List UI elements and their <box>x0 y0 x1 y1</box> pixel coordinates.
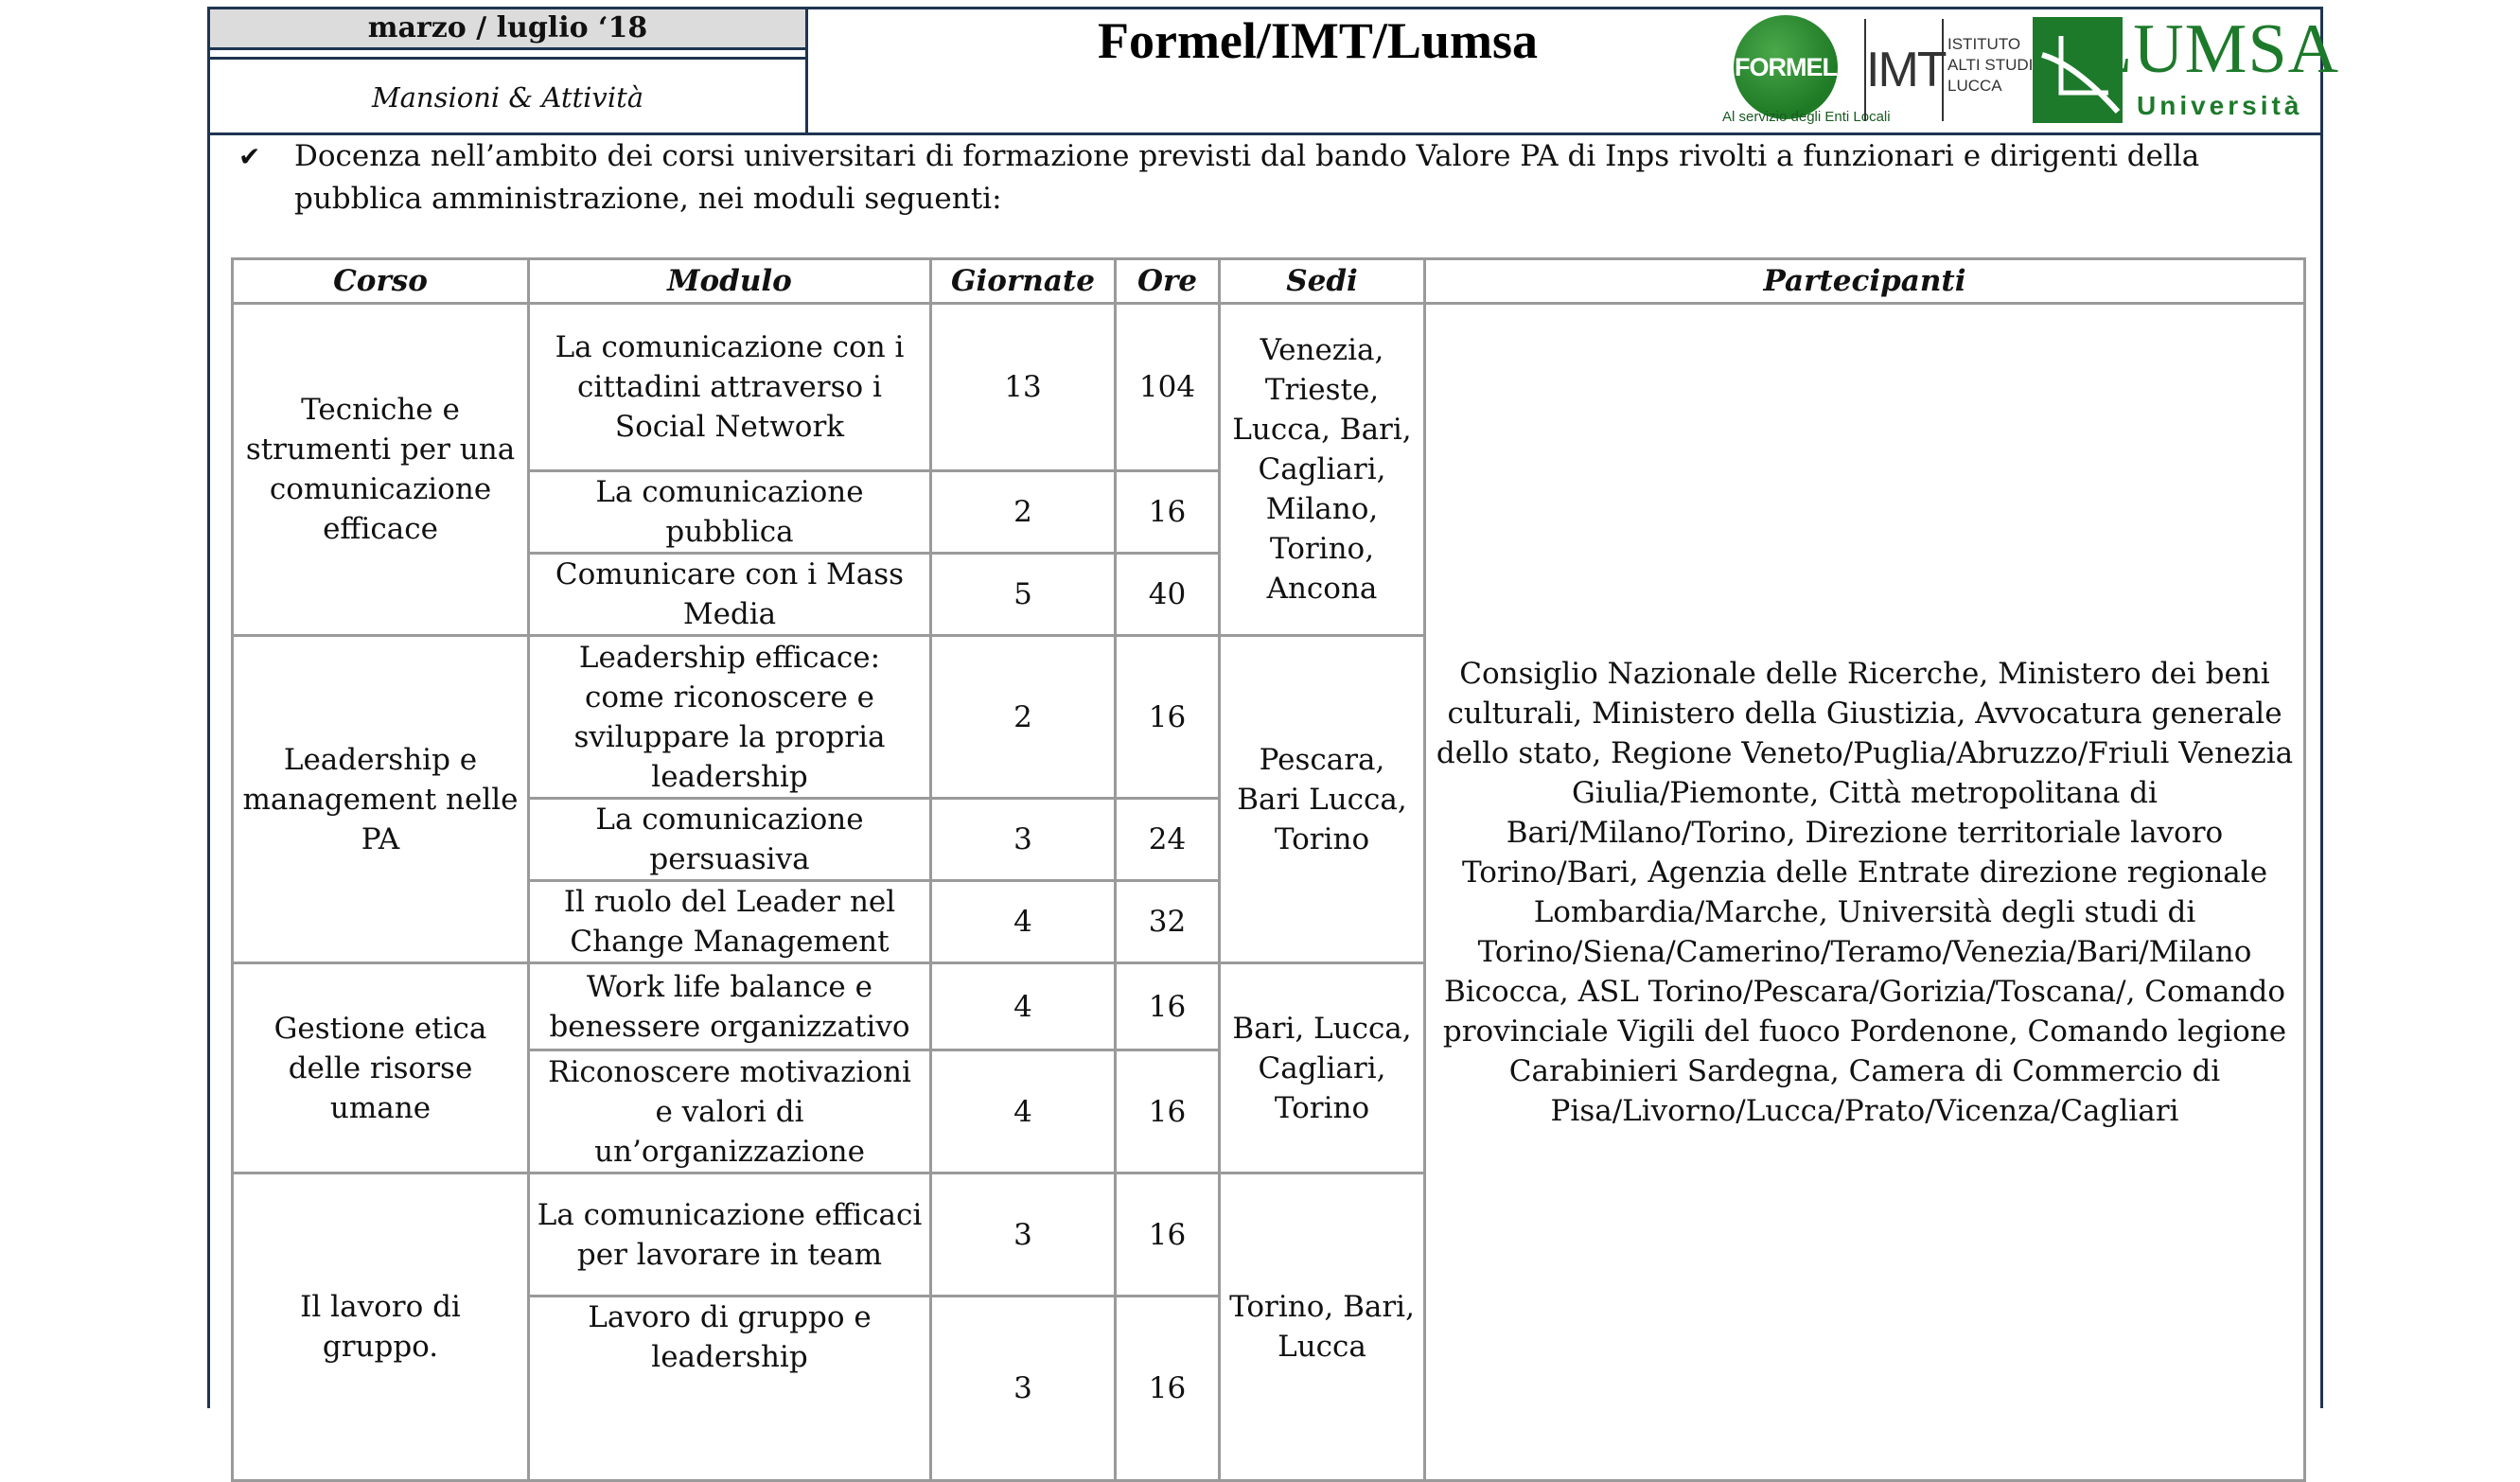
header-corso: Corso <box>233 259 529 304</box>
table-header-row <box>233 259 2305 304</box>
header-giornate: Giornate <box>931 259 1116 304</box>
formel-logo <box>1722 15 1891 129</box>
corso-cell: Tecniche e strumenti per una comunicazione efficace <box>233 304 529 636</box>
corso-cell: Il lavoro di gruppo. <box>233 1173 529 1481</box>
modulo-cell: Work life balance e benessere organizzativo <box>529 963 931 1050</box>
imt-logo-mark: IMT <box>1864 19 1944 121</box>
modulo-cell: Comunicare con i Mass Media <box>529 554 931 636</box>
lumsa-logo <box>2033 10 2340 126</box>
ore-cell: 32 <box>1116 881 1220 963</box>
modulo-cell: La comunicazione con i cittadini attraverso i Social Network <box>529 304 931 471</box>
giornate-cell: 13 <box>931 304 1116 471</box>
ore-cell: 16 <box>1116 1297 1220 1481</box>
formel-logo-tagline: Al servizio degli Enti Locali <box>1722 109 1891 125</box>
sedi-cell: Bari, Lucca, Cagliari, Torino <box>1220 963 1425 1173</box>
giornate-cell: 3 <box>931 1297 1116 1481</box>
page-title: Formel/IMT/Lumsa <box>1098 12 1538 69</box>
table-row <box>233 304 2305 471</box>
giornate-cell: 2 <box>931 636 1116 799</box>
ore-cell: 104 <box>1116 304 1220 471</box>
giornate-cell: 4 <box>931 1050 1116 1173</box>
ore-cell: 16 <box>1116 963 1220 1050</box>
modulo-cell: Lavoro di gruppo e leadership <box>529 1297 931 1481</box>
sedi-cell: Venezia, Trieste, Lucca, Bari, Cagliari, Milano, Torino, Ancona <box>1220 304 1425 636</box>
intro-text: Docenza nell’ambito dei corsi universitari di formazione previsti dal bando Valore PA di Inps rivolti a funzionari e dirigenti della pubblica amministrazione, nei moduli seguenti: <box>294 139 2200 216</box>
modulo-cell: Riconoscere motivazioni e valori di un’organizzazione <box>529 1050 931 1173</box>
modulo-cell: La comunicazione persuasiva <box>529 799 931 881</box>
giornate-cell: 3 <box>931 799 1116 881</box>
imt-logo <box>1864 19 2034 123</box>
giornate-cell: 4 <box>931 963 1116 1050</box>
imt-sub-line3: LUCCA <box>1947 77 2002 95</box>
giornate-cell: 5 <box>931 554 1116 636</box>
giornate-cell: 3 <box>931 1173 1116 1297</box>
ore-cell: 16 <box>1116 471 1220 554</box>
imt-logo-subtitle <box>1947 34 2042 97</box>
modulo-cell: Leadership efficace: come riconoscere e sviluppare la propria leadership <box>529 636 931 799</box>
header-partecipanti: Partecipanti <box>1425 259 2305 304</box>
header-modulo: Modulo <box>529 259 931 304</box>
ore-cell: 16 <box>1116 1173 1220 1297</box>
imt-sub-line2: ALTI STUDI <box>1947 56 2034 74</box>
check-icon: ✔ <box>238 141 261 172</box>
lumsa-logo-sub: Università <box>2137 91 2303 120</box>
corso-cell: Leadership e management nelle PA <box>233 636 529 963</box>
corso-cell: Gestione etica delle risorse umane <box>233 963 529 1173</box>
header-sedi: Sedi <box>1220 259 1425 304</box>
date-range: marzo / luglio ‘18 <box>210 9 805 50</box>
ore-cell: 24 <box>1116 799 1220 881</box>
ore-cell: 16 <box>1116 1050 1220 1173</box>
sedi-cell: Torino, Bari, Lucca <box>1220 1173 1425 1481</box>
role-label: Mansioni & Attività <box>210 57 805 135</box>
header-ore: Ore <box>1116 259 1220 304</box>
header-left-box <box>207 7 808 135</box>
giornate-cell: 4 <box>931 881 1116 963</box>
giornate-cell: 2 <box>931 471 1116 554</box>
courses-table <box>231 257 2306 1482</box>
modulo-cell: La comunicazione pubblica <box>529 471 931 554</box>
modulo-cell: Il ruolo del Leader nel Change Management <box>529 881 931 963</box>
formel-logo-mark: FORMEL <box>1734 15 1838 119</box>
imt-sub-line1: ISTITUTO <box>1947 35 2021 53</box>
partecipanti-cell: Consiglio Nazionale delle Ricerche, Ministero dei beni culturali, Ministero della Giustizia, Avvocatura generale dello stato, Regione Veneto/Puglia/Abruzzo/Friuli Venezia Giulia/Piemonte, Città metropolitana di Bari/Milano/Torino, Direzione territoriale lavoro Torino/Bari, Agenzia delle Entrate direzione regionale Lombardia/Marche, Università degli studi di Torino/Siena/Camerino/Teramo/Venezia/Bari/Milano Bicocca, ASL Torino/Pescara/Gorizia/Toscana/, Comando provinciale Vigili del fuoco Pordenone, Comando legione Carabinieri Sardegna, Camera di Commercio di Pisa/Livorno/Lucca/Prato/Vicenza/Cagliari <box>1425 304 2305 1481</box>
ore-cell: 16 <box>1116 636 1220 799</box>
sedi-cell: Pescara, Bari Lucca, Torino <box>1220 636 1425 963</box>
lumsa-logo-word: LUMSA <box>2089 10 2340 88</box>
ore-cell: 40 <box>1116 554 1220 636</box>
modulo-cell: La comunicazione efficaci per lavorare in team <box>529 1173 931 1297</box>
